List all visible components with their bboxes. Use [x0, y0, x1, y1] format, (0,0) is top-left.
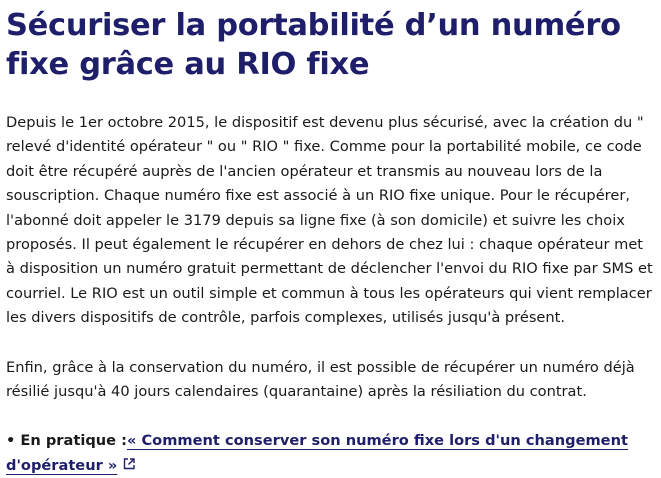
- practice-prefix: • En pratique :: [6, 432, 127, 450]
- practice-line: [6, 429, 656, 478]
- guide-link-text: « Comment conserver son numéro fixe lors d'un changement d'opérateur »: [6, 432, 628, 474]
- paragraph-quarantine: Enfin, grâce à la conservation du numéro, il est possible de récupérer un numéro déjà résilié jusqu'à 40 jours calendaires (quarantaine) après la résiliation du contrat.: [6, 358, 635, 401]
- article-title: Sécuriser la portabilité d’un numéro fixe grâce au RIO fixe: [6, 8, 621, 82]
- article: [6, 0, 656, 478]
- external-link-icon: [122, 457, 136, 471]
- paragraph-rio-fixe: Depuis le 1er octobre 2015, le dispositif est devenu plus sécurisé, avec la création du " relevé d'identité opérateur " ou " RIO " fixe. Comme pour la portabilité mobile, ce code doit être récupéré auprès de l'ancien opérateur et transmis au nouveau lors de la souscription. Chaque numéro fixe est associé à un RIO fixe unique. Pour le récupérer, l'abonné doit appeler le 3179 depuis sa ligne fixe (à son domicile) et suivre les choix proposés. Il peut également le récupérer en dehors de chez lui : chaque opérateur met à disposition un numéro gratuit permettant de déclencher l'envoi du RIO fixe par SMS et courriel. Le RIO est un outil simple et commun à tous les opérateurs qui vient remplacer les divers dispositifs de contrôle, parfois complexes, utilisés jusqu'à présent.: [6, 114, 653, 327]
